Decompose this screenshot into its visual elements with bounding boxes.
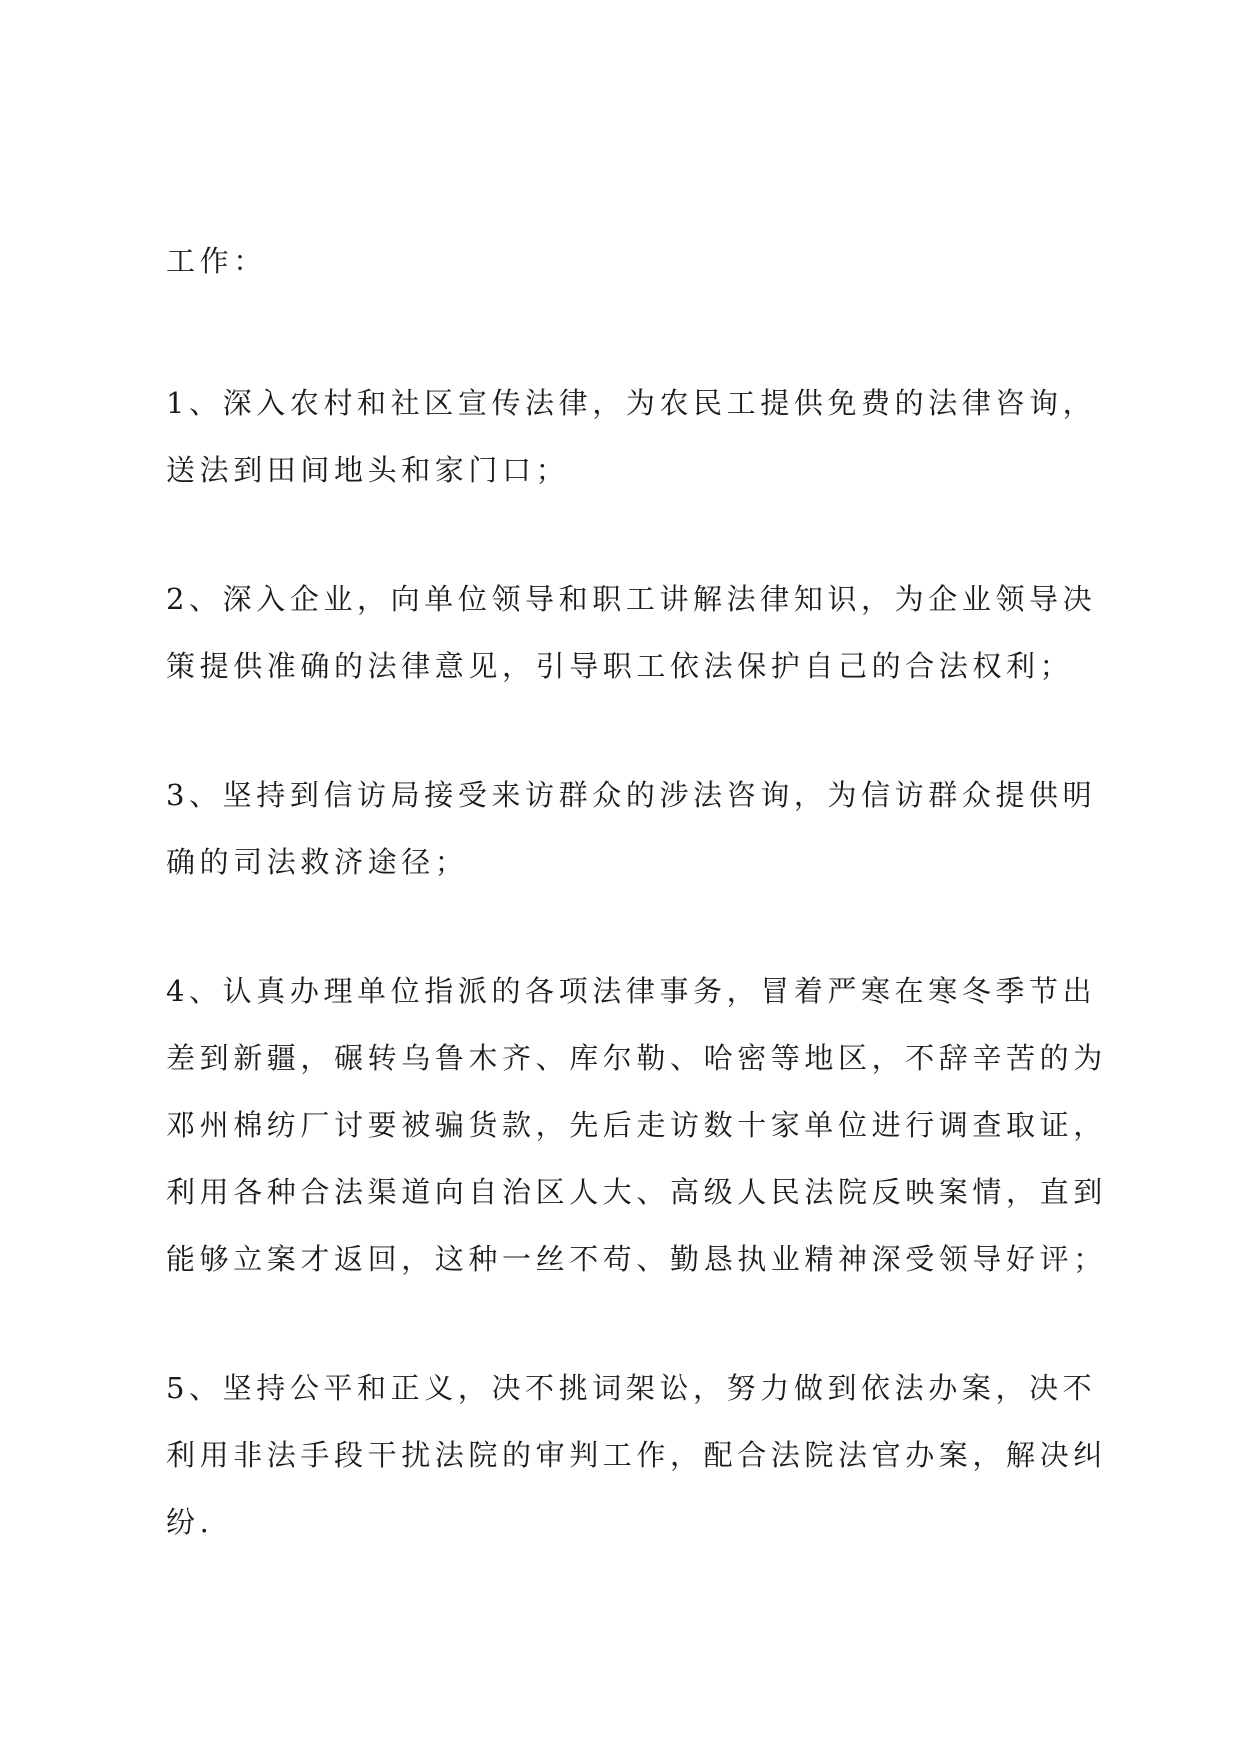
- list-item-4: [166, 958, 1107, 1293]
- document-body: [166, 228, 1107, 1618]
- list-item-line: 策提供准确的法律意见，引导职工依法保护自己的合法权利；: [166, 649, 1074, 683]
- list-item-line: 5、坚持公平和正义，决不挑词架讼，努力做到依法办案，决不: [166, 1371, 1097, 1405]
- list-item-line: 利用非法手段干扰法院的审判工作，配合法院法官办案，解决纠: [166, 1438, 1107, 1472]
- list-item-line: 3、坚持到信访局接受来访群众的涉法咨询，为信访群众提供明: [166, 778, 1097, 812]
- list-item-line: 2、深入企业，向单位领导和职工讲解法律知识，为企业领导决: [166, 582, 1097, 616]
- section-heading: [166, 228, 1096, 295]
- list-item-line: 能够立案才返回，这种一丝不苟、勤恳执业精神深受领导好评；: [166, 1242, 1107, 1276]
- list-item-line: 利用各种合法渠道向自治区人大、高级人民法院反映案情，直到: [166, 1175, 1107, 1209]
- list-item-line: 差到新疆，碾转乌鲁木齐、库尔勒、哈密等地区，不辞辛苦的为: [166, 1041, 1107, 1075]
- list-item-line: 送法到田间地头和家门口；: [166, 453, 570, 487]
- list-item-5: [166, 1355, 1107, 1556]
- list-item-3: [166, 762, 1096, 896]
- list-item-2: [166, 566, 1096, 700]
- list-item-line: 确的司法救济途径；: [166, 845, 469, 879]
- list-item-1: [166, 370, 1096, 504]
- list-item-line: 邓州棉纺厂讨要被骗货款，先后走访数十家单位进行调查取证，: [166, 1108, 1107, 1142]
- list-item-line: 4、认真办理单位指派的各项法律事务，冒着严寒在寒冬季节出: [166, 974, 1097, 1008]
- list-item-line: 1、深入农村和社区宣传法律，为农民工提供免费的法律咨询，: [166, 386, 1097, 420]
- list-item-line: 纷.: [166, 1505, 214, 1539]
- heading-text: 工作：: [166, 244, 267, 278]
